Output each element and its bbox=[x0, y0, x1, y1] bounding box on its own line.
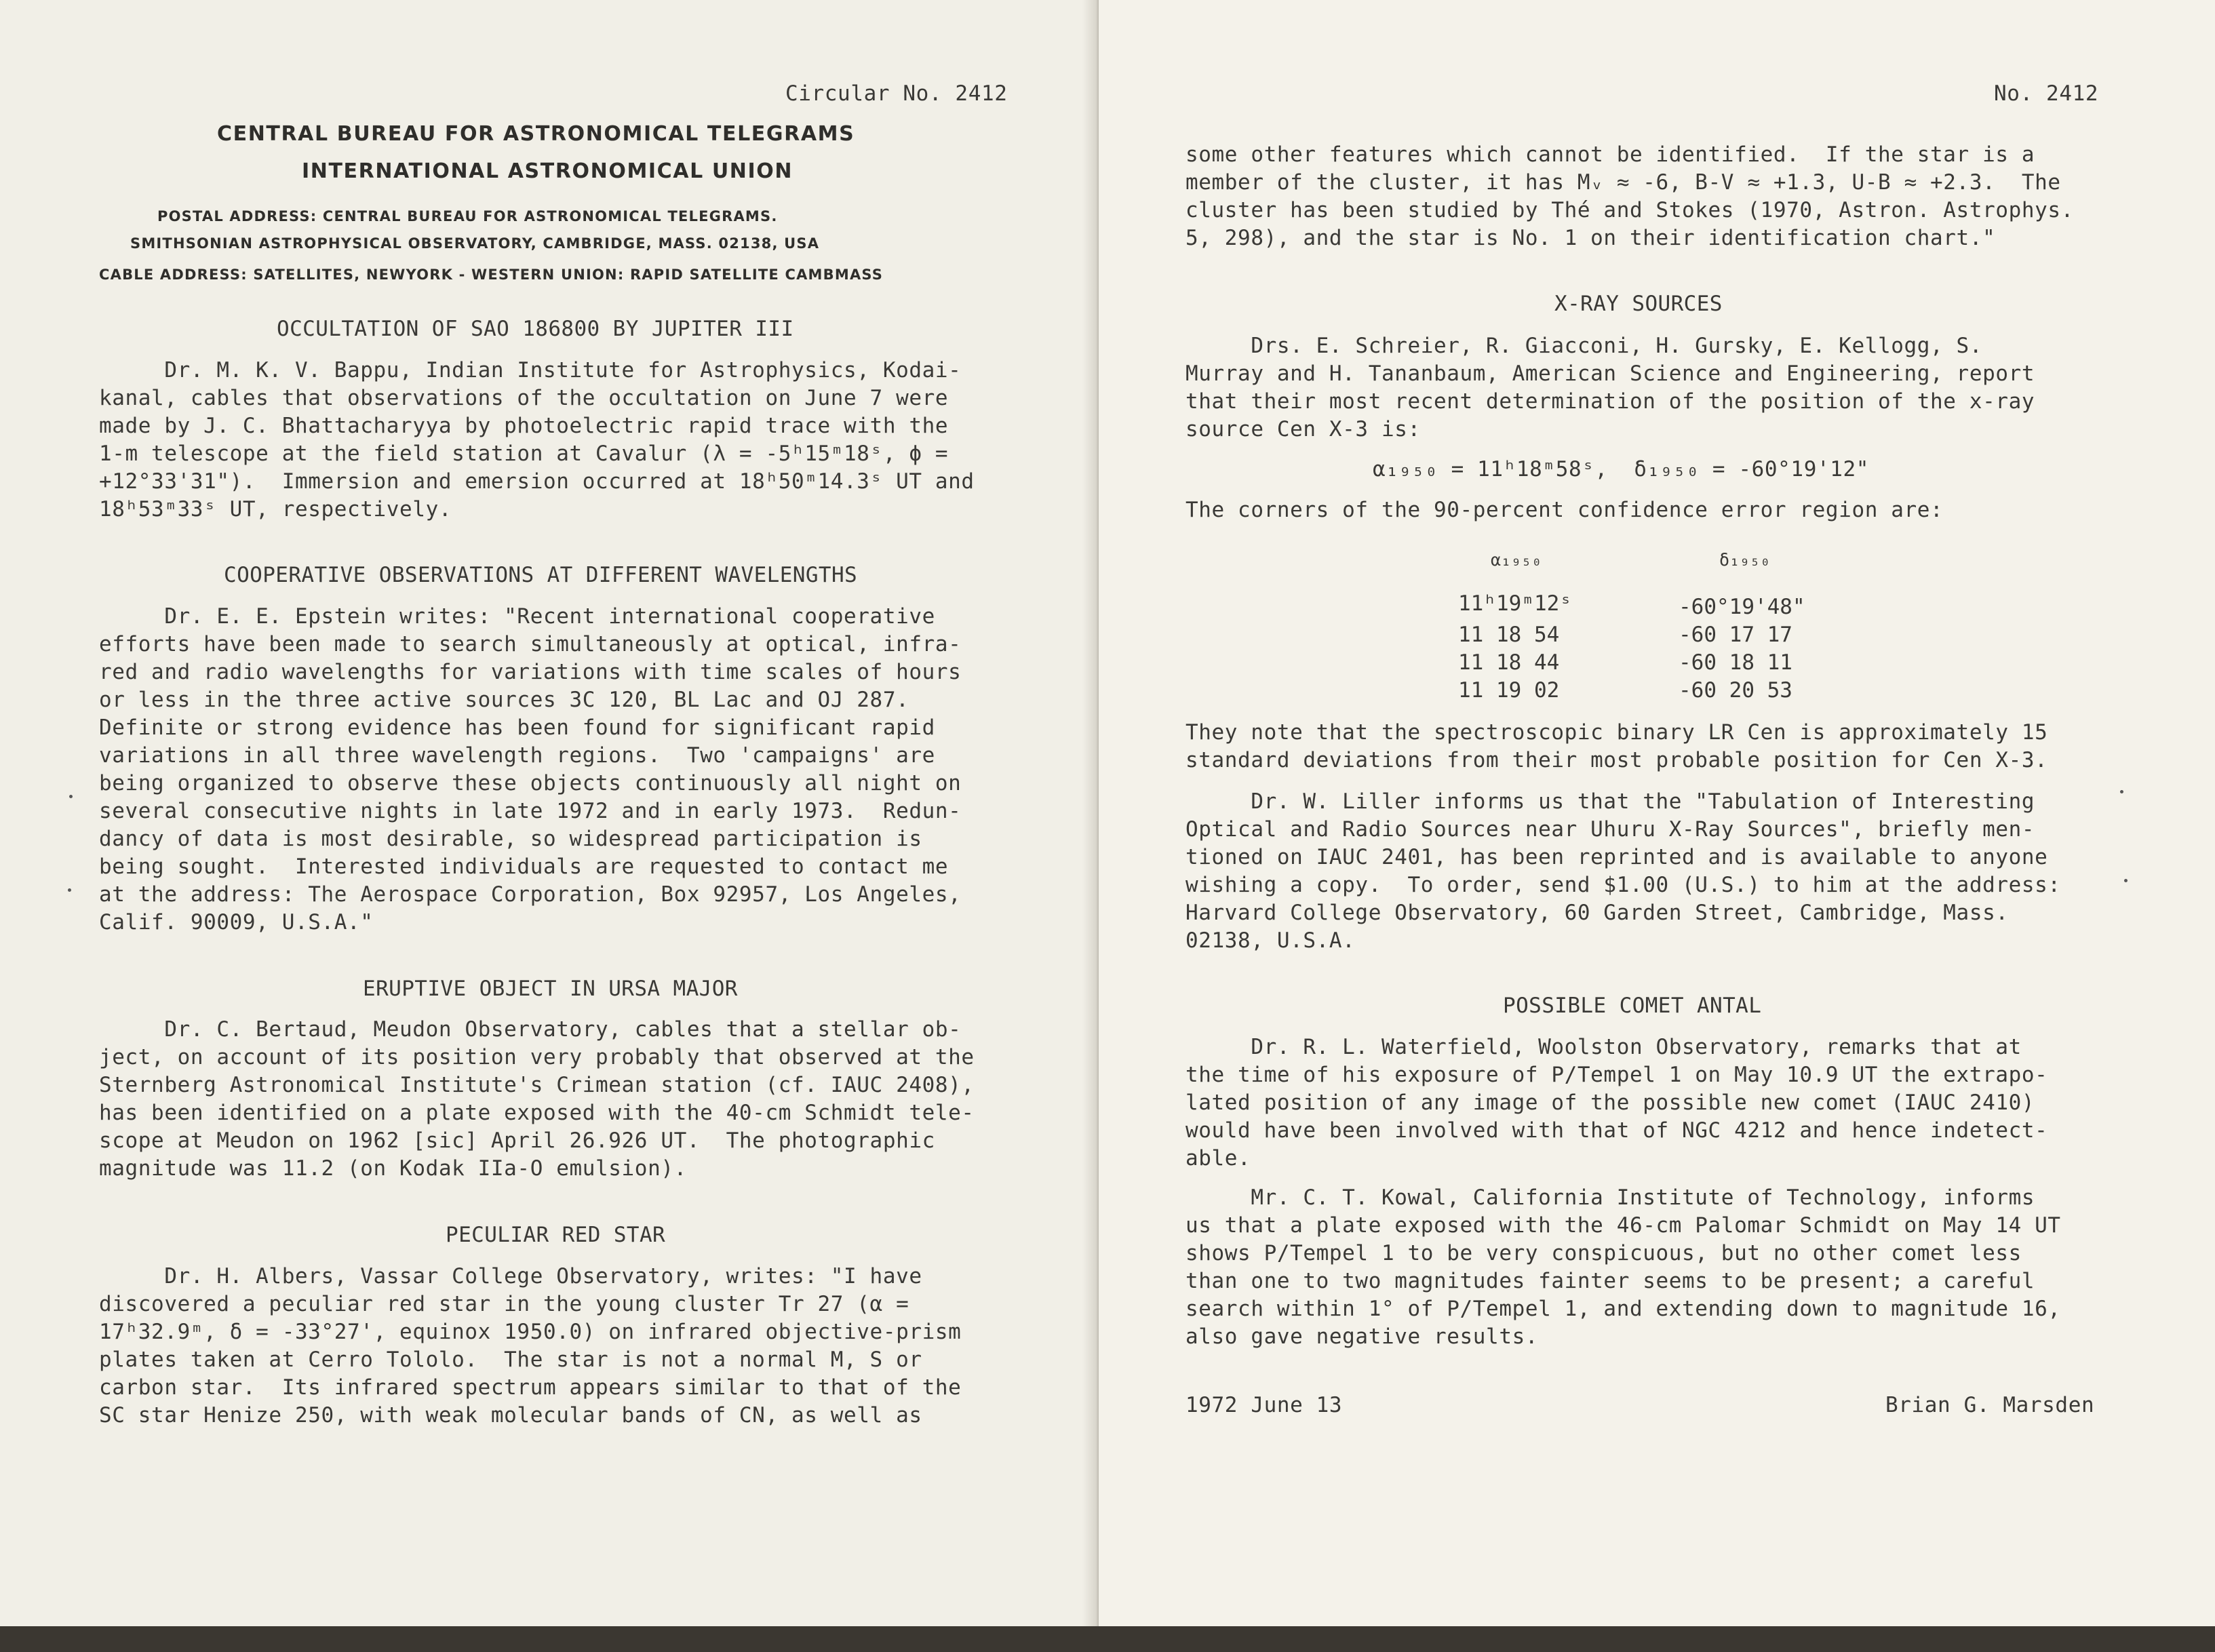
occultation-line: 18ʰ53ᵐ33ˢ UT, respectively. bbox=[99, 497, 452, 522]
table-cell-delta: -60°19'48" bbox=[1679, 595, 1805, 619]
waterfield-line: lated position of any image of the possible new comet (IAUC 2410) bbox=[1185, 1090, 2035, 1115]
red-star-line: SC star Henize 250, with weak molecular bands of CN, as well as bbox=[99, 1403, 922, 1428]
right-page bbox=[1099, 0, 2215, 1652]
kowal-line: also gave negative results. bbox=[1185, 1324, 1539, 1349]
circular-number: Circular No. 2412 bbox=[785, 81, 1008, 106]
eruptive-line: Sternberg Astronomical Institute's Crimean station (cf. IAUC 2408), bbox=[99, 1073, 975, 1097]
eruptive-line: magnitude was 11.2 (on Kodak IIa-O emulsion). bbox=[99, 1156, 687, 1181]
xray-position: α₁₉₅₀ = 11ʰ18ᵐ58ˢ, δ₁₉₅₀ = -60°19'12" bbox=[1373, 457, 1870, 481]
postal-address-line2: SMITHSONIAN ASTROPHYSICAL OBSERVATORY, CAMBRIDGE, MASS. 02138, USA bbox=[130, 235, 820, 252]
waterfield-line: Dr. R. L. Waterfield, Woolston Observatory, remarks that at bbox=[1185, 1035, 2022, 1059]
eruptive-line: ject, on account of its position very probably that observed at the bbox=[99, 1045, 975, 1069]
continuation-line: 5, 298), and the star is No. 1 on their identification chart." bbox=[1185, 226, 1996, 250]
waterfield-line: the time of his exposure of P/Tempel 1 on May 10.9 UT the extrapo- bbox=[1185, 1063, 2048, 1087]
xray-line: that their most recent determination of the position of the x-ray bbox=[1185, 389, 2035, 414]
section-title-comet: POSSIBLE COMET ANTAL bbox=[1503, 994, 1762, 1018]
eruptive-line: has been identified on a plate exposed with the 40-cm Schmidt tele- bbox=[99, 1101, 975, 1125]
occultation-line: +12°33'31"). Immersion and emersion occurred at 18ʰ50ᵐ14.3ˢ UT and bbox=[99, 469, 975, 494]
org-subtitle: INTERNATIONAL ASTRONOMICAL UNION bbox=[302, 159, 793, 183]
occultation-line: 1-m telescope at the field station at Cavalur (λ = -5ʰ15ᵐ18ˢ, ϕ = bbox=[99, 441, 949, 466]
eruptive-line: scope at Meudon on 1962 [sic] April 26.926 UT. The photographic bbox=[99, 1128, 935, 1153]
cooperative-line: being organized to observe these objects continuously all night on bbox=[99, 771, 962, 795]
table-cell-alpha: 11 18 44 bbox=[1458, 650, 1560, 675]
kowal-line: than one to two magnitudes fainter seems to be present; a careful bbox=[1185, 1269, 2035, 1293]
kowal-line: us that a plate exposed with the 46-cm Palomar Schmidt on May 14 UT bbox=[1185, 1213, 2061, 1238]
paper-speck bbox=[69, 795, 73, 798]
red-star-line: carbon star. Its infrared spectrum appears similar to that of the bbox=[99, 1375, 962, 1400]
section-title-xray: X-RAY SOURCES bbox=[1554, 292, 1723, 316]
org-title: CENTRAL BUREAU FOR ASTRONOMICAL TELEGRAMS bbox=[217, 122, 855, 146]
section-title-occultation: OCCULTATION OF SAO 186800 BY JUPITER III bbox=[277, 317, 794, 341]
xray-corners-intro: The corners of the 90-percent confidence error region are: bbox=[1185, 498, 1944, 522]
red-star-line: plates taken at Cerro Tololo. The star is not a normal M, S or bbox=[99, 1348, 922, 1372]
xray-note-line: They note that the spectroscopic binary LR Cen is approximately 15 bbox=[1185, 720, 2048, 745]
cooperative-line: variations in all three wavelength regions. Two 'campaigns' are bbox=[99, 743, 935, 768]
xray-line: Murray and H. Tananbaum, American Science and Engineering, report bbox=[1185, 361, 2035, 386]
paper-speck bbox=[68, 888, 71, 892]
kowal-line: search within 1° of P/Tempel 1, and extending down to magnitude 16, bbox=[1185, 1297, 2061, 1321]
table-cell-delta: -60 17 17 bbox=[1679, 623, 1792, 647]
liller-line: Optical and Radio Sources near Uhuru X-Ray Sources", briefly men- bbox=[1185, 817, 2035, 842]
table-cell-alpha: 11ʰ19ᵐ12ˢ bbox=[1458, 591, 1572, 616]
cooperative-line: Calif. 90009, U.S.A." bbox=[99, 910, 374, 935]
table-header-delta: δ₁₉₅₀ bbox=[1719, 550, 1771, 570]
occultation-line: kanal, cables that observations of the occultation on June 7 were bbox=[99, 386, 949, 410]
section-title-red-star: PECULIAR RED STAR bbox=[446, 1223, 666, 1247]
cooperative-line: several consecutive nights in late 1972 and in early 1973. Redun- bbox=[99, 799, 962, 823]
table-cell-alpha: 11 19 02 bbox=[1458, 678, 1560, 703]
cooperative-line: Dr. E. E. Epstein writes: "Recent international cooperative bbox=[99, 604, 935, 629]
page-number: No. 2412 bbox=[1994, 81, 2099, 106]
table-header-alpha: α₁₉₅₀ bbox=[1491, 550, 1542, 570]
issue-date: 1972 June 13 bbox=[1185, 1393, 1343, 1417]
xray-line: Drs. E. Schreier, R. Giacconi, H. Gursky, E. Kellogg, S. bbox=[1185, 334, 1983, 358]
waterfield-line: able. bbox=[1185, 1146, 1251, 1171]
kowal-line: Mr. C. T. Kowal, California Institute of Technology, informs bbox=[1185, 1185, 2035, 1210]
xray-note-line: standard deviations from their most probable position for Cen X-3. bbox=[1185, 748, 2048, 772]
cooperative-line: dancy of data is most desirable, so widespread participation is bbox=[99, 827, 922, 851]
kowal-line: shows P/Tempel 1 to be very conspicuous, but no other comet less bbox=[1185, 1241, 2022, 1265]
cooperative-line: Definite or strong evidence has been found for significant rapid bbox=[99, 715, 935, 740]
eruptive-line: Dr. C. Bertaud, Meudon Observatory, cables that a stellar ob- bbox=[99, 1017, 962, 1042]
cooperative-line: red and radio wavelengths for variations with time scales of hours bbox=[99, 660, 962, 684]
red-star-line: Dr. H. Albers, Vassar College Observatory, writes: "I have bbox=[99, 1264, 922, 1289]
liller-line: Harvard College Observatory, 60 Garden Street, Cambridge, Mass. bbox=[1185, 901, 2009, 925]
left-page bbox=[0, 0, 1099, 1652]
liller-line: wishing a copy. To order, send $1.00 (U.S.) to him at the address: bbox=[1185, 873, 2061, 897]
continuation-line: cluster has been studied by Thé and Stokes (1970, Astron. Astrophys. bbox=[1185, 198, 2074, 222]
cooperative-line: efforts have been made to search simultaneously at optical, infra- bbox=[99, 632, 962, 656]
continuation-line: some other features which cannot be identified. If the star is a bbox=[1185, 142, 2035, 167]
table-cell-delta: -60 18 11 bbox=[1679, 650, 1792, 675]
cooperative-line: being sought. Interested individuals are requested to contact me bbox=[99, 854, 949, 879]
occultation-line: Dr. M. K. V. Bappu, Indian Institute for Astrophysics, Kodai- bbox=[99, 358, 962, 382]
paper-speck bbox=[2124, 879, 2128, 882]
section-title-eruptive: ERUPTIVE OBJECT IN URSA MAJOR bbox=[363, 977, 738, 1001]
cooperative-line: at the address: The Aerospace Corporation, Box 92957, Los Angeles, bbox=[99, 882, 962, 907]
red-star-line: discovered a peculiar red star in the young cluster Tr 27 (α = bbox=[99, 1292, 909, 1316]
xray-line: source Cen X-3 is: bbox=[1185, 417, 1421, 441]
continuation-line: member of the cluster, it has Mᵥ ≈ -6, B-V ≈ +1.3, U-B ≈ +2.3. The bbox=[1185, 170, 2061, 195]
cable-address: CABLE ADDRESS: SATELLITES, NEWYORK - WESTERN UNION: RAPID SATELLITE CAMBMASS bbox=[99, 267, 884, 283]
cooperative-line: or less in the three active sources 3C 120, BL Lac and OJ 287. bbox=[99, 688, 909, 712]
waterfield-line: would have been involved with that of NGC 4212 and hence indetect- bbox=[1185, 1118, 2048, 1143]
section-title-cooperative: COOPERATIVE OBSERVATIONS AT DIFFERENT WAVELENGTHS bbox=[224, 563, 858, 587]
occultation-line: made by J. C. Bhattacharyya by photoelectric rapid trace with the bbox=[99, 414, 949, 438]
page-bottom-edge bbox=[0, 1626, 2215, 1652]
liller-line: tioned on IAUC 2401, has been reprinted and is available to anyone bbox=[1185, 845, 2048, 869]
liller-line: 02138, U.S.A. bbox=[1185, 928, 1356, 953]
paper-speck bbox=[2120, 790, 2123, 793]
postal-address-line1: POSTAL ADDRESS: CENTRAL BUREAU FOR ASTRONOMICAL TELEGRAMS. bbox=[157, 208, 778, 224]
table-cell-delta: -60 20 53 bbox=[1679, 678, 1792, 703]
table-cell-alpha: 11 18 54 bbox=[1458, 623, 1560, 647]
signature: Brian G. Marsden bbox=[1885, 1393, 2095, 1417]
red-star-line: 17ʰ32.9ᵐ, δ = -33°27', equinox 1950.0) on infrared objective-prism bbox=[99, 1320, 962, 1344]
liller-line: Dr. W. Liller informs us that the "Tabulation of Interesting bbox=[1185, 789, 2035, 814]
